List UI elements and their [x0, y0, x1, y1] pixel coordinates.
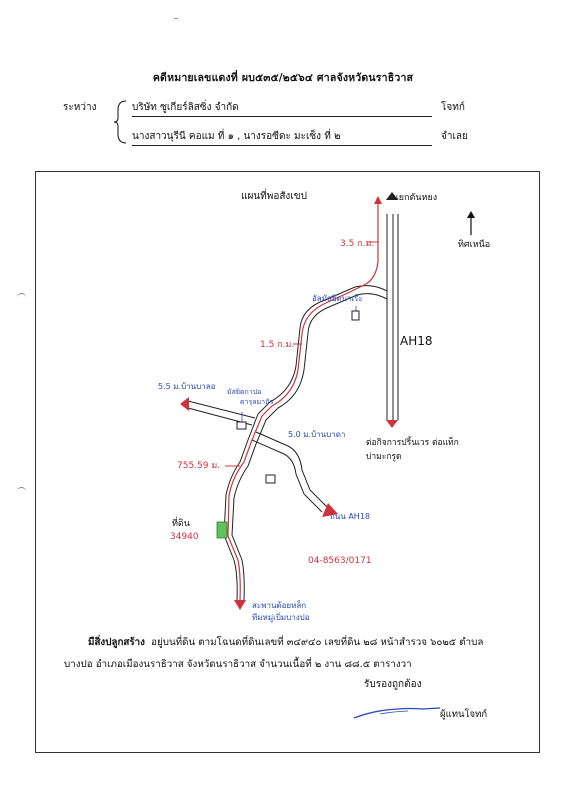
label-south-of-highway: ต่อกิจการปริ้นเวร ต่อแท็กบ่ามะกรูด	[366, 438, 459, 462]
plaintiff-name: บริษัท ซูเกียร์ลิสซิ่ง จำกัด	[132, 102, 239, 113]
certify-text: รับรองถูกต้อง	[364, 679, 422, 690]
caption-bold: มีสิ่งปลูกสร้าง	[88, 637, 145, 648]
building-upper-mosque	[352, 311, 359, 320]
label-mosque: มัสยิดกาปอ	[227, 388, 262, 396]
caption-line-1	[88, 632, 518, 654]
north-label: ทิศเหนือ	[458, 240, 491, 250]
right-branch-road	[252, 432, 328, 512]
defendant-role: จำเลย	[441, 131, 468, 142]
signature	[350, 700, 445, 725]
label-mosque-sub: ดารุลมาอัว	[240, 398, 274, 406]
highway-ah18	[387, 214, 398, 420]
caption	[88, 632, 518, 654]
between-label: ระหว่าง	[63, 102, 97, 113]
label-highway: AH18	[400, 334, 433, 348]
case-title: คดีหมายเลขแดงที่ ผบ๕๓๕/๒๕๖๔ ศาลจังหวัดนราธิวาส	[152, 72, 414, 84]
bottom-road-arrow	[234, 600, 246, 610]
local-road	[224, 286, 387, 600]
caption-text-1: อยู่บนที่ดิน ตามโฉนดที่ดินเลขที่ ๓๔๙๔๐ เลขที่ดิน ๒๘ หน้าสำรวจ ๖๐๒๕ ตำบล	[151, 637, 484, 648]
signer-label: ผู้แทนโจทก์	[440, 709, 488, 720]
label-east-road: ถนน AH18	[330, 512, 370, 521]
label-dist-755: 755.59 ม.	[177, 461, 221, 471]
label-top-road: แยกตันหยง	[393, 193, 438, 203]
label-upper-mosque: อัลมัสยิดบาเร๊ะ	[312, 294, 363, 303]
highway-arrow-south	[386, 420, 398, 428]
label-dist-15: 1.5 ก.ม.	[260, 340, 295, 350]
land-plot	[217, 522, 227, 538]
left-road-arrow	[180, 397, 189, 411]
label-parcel-code: 04-8563/0171	[308, 556, 372, 566]
building-kapo-mosque	[237, 422, 246, 429]
label-bottom-road-sub: ทีมหมู่เบิ่มบางปอ	[252, 613, 310, 622]
label-right-road: 5.0 ม.บ้านบาดา	[288, 430, 346, 439]
label-bottom-road: สะพานต้อยหล็ก	[252, 601, 307, 610]
label-dist-35: 3.5 ก.ม.	[340, 239, 375, 249]
map-title: แผนที่พอสังเขป	[241, 191, 307, 202]
label-plot: ที่ดิน	[172, 519, 190, 529]
defendant-name: นางสาวนุรีนี คอแม ที่ ๑ , นางรอซีดะ มะเซ็ง ที่ ๒	[132, 131, 341, 142]
caption-line-2: บางปอ อำเภอเมืองนราธิวาส จังหวัดนราธิวาส จำนวนเนื้อที่ ๒ งาน ๘๘.๕ ตารางวา	[64, 659, 412, 670]
label-plot-number: 34940	[170, 532, 199, 542]
plaintiff-role: โจทก์	[441, 102, 465, 113]
route-start-arrow	[374, 196, 382, 204]
label-left-road: 5.5 ม.บ้านบาลอ	[158, 382, 216, 391]
building-right	[266, 475, 275, 483]
